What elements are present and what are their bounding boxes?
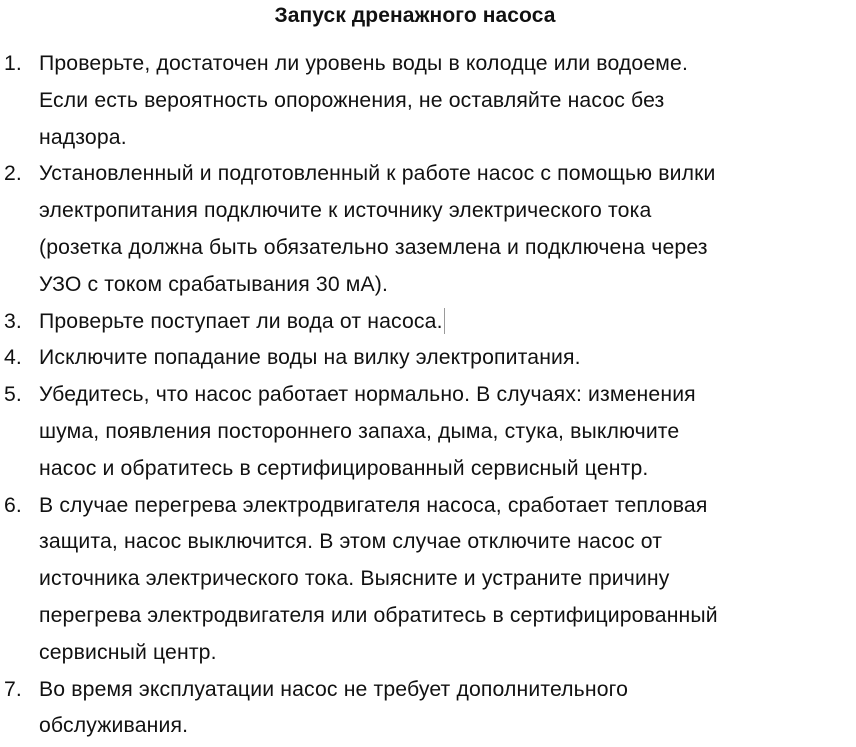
item-number: 2. <box>4 162 22 186</box>
item-number: 5. <box>4 383 22 407</box>
item-text-line: насос и обратитесь в сертифицированный сервисный центр. <box>39 456 649 480</box>
item-text-line: электропитания подключите к источнику электрического тока <box>39 199 652 223</box>
item-text-line: Установленный и подготовленный к работе насос с помощью вилки <box>39 162 716 186</box>
item-text-line: перегрева электродвигателя или обратитесь в сертифицированный <box>39 603 718 627</box>
item-text-line: сервисный центр. <box>39 640 217 664</box>
item-text-line: Во время эксплуатации насос не требует дополнительного <box>39 677 629 701</box>
item-text-line: шума, появления постороннего запаха, дыма, стука, выключите <box>39 419 680 443</box>
item-text-line: УЗО с током срабатывания 30 мА). <box>39 272 389 296</box>
list-item <box>0 340 852 377</box>
item-text-line: Проверьте, достаточен ли уровень воды в колодце или водоеме. <box>39 52 688 75</box>
list-item <box>0 304 852 341</box>
item-number: 6. <box>4 493 22 517</box>
item-text-line: Убедитесь, что насос работает нормально. В случаях: изменения <box>39 383 696 407</box>
item-number: 1. <box>4 52 22 75</box>
item-text-line: Если есть вероятность опорожнения, не оставляйте насос без <box>39 88 665 112</box>
list-item <box>0 488 852 672</box>
list-item <box>0 156 852 303</box>
item-number: 3. <box>4 309 22 333</box>
item-text-line: защита, насос выключится. В этом случае отключите насос от <box>39 530 663 554</box>
item-text-line: обслуживания. <box>39 714 189 738</box>
item-text-line: (розетка должна быть обязательно заземлена и подключена через <box>39 235 708 259</box>
list-item <box>0 672 852 746</box>
item-text-line: надзора. <box>39 125 127 149</box>
item-text-line: Исключите попадание воды на вилку электропитания. <box>39 346 581 370</box>
item-text-line: В случае перегрева электродвигателя насоса, сработает тепловая <box>39 493 708 517</box>
item-text-line-with-caret[interactable] <box>39 304 852 341</box>
item-number: 4. <box>4 346 22 370</box>
text-cursor <box>444 308 445 334</box>
instruction-list <box>0 46 852 745</box>
list-item <box>0 377 852 487</box>
item-text: Проверьте поступает ли вода от насоса. <box>39 309 443 333</box>
item-text-line: источника электрического тока. Выясните и устраните причину <box>39 567 670 591</box>
page-title: Запуск дренажного насоса <box>274 4 556 27</box>
list-item <box>0 46 852 156</box>
item-number: 7. <box>4 677 22 701</box>
